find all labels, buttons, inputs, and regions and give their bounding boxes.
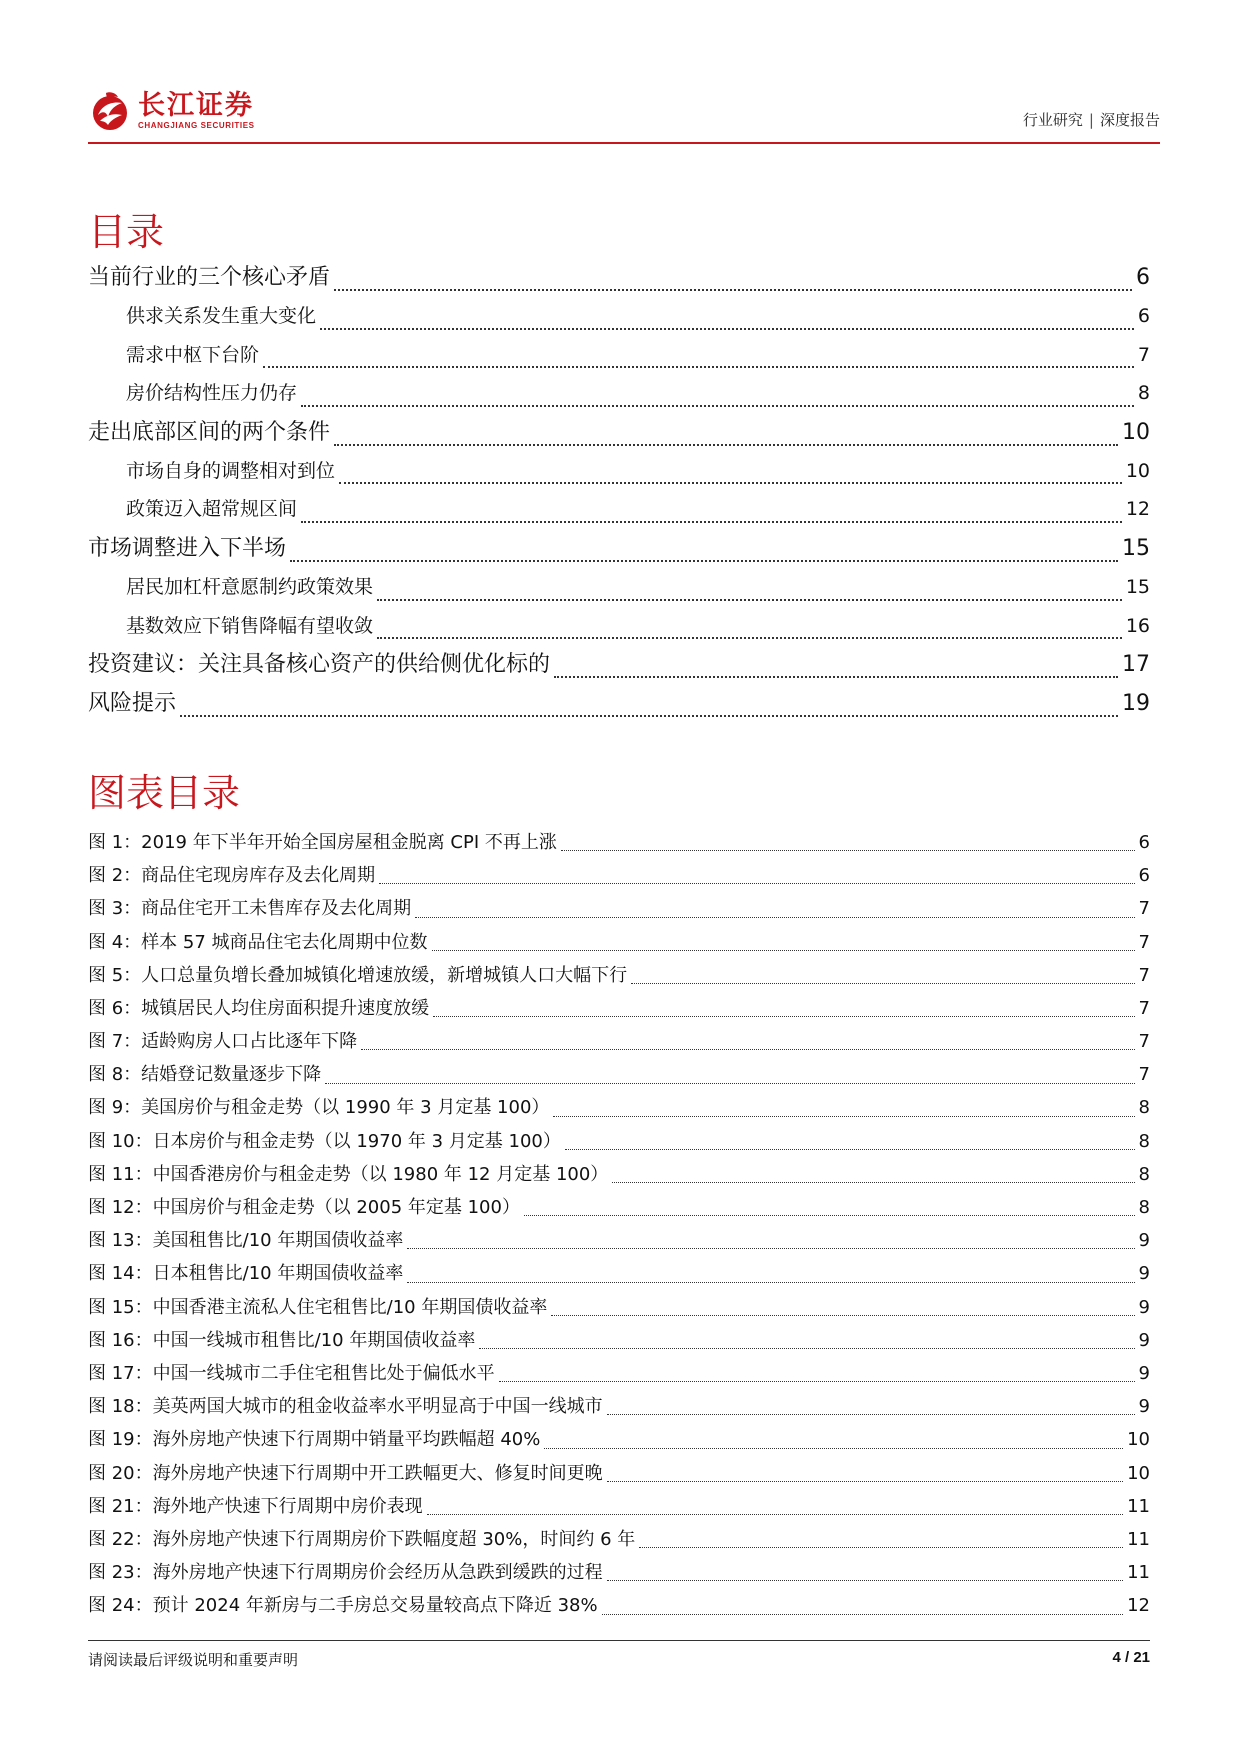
figure-entry-label: 图 13：美国租售比/10 年期国债收益率: [88, 1230, 404, 1252]
figure-entry-label: 图 10：日本房价与租金走势（以 1970 年 3 月定基 100）: [88, 1130, 561, 1152]
dot-leader: [607, 1481, 1123, 1482]
dot-leader: [433, 1016, 1134, 1017]
toc-entry-label: 房价结构性压力仍存: [126, 382, 298, 405]
toc-entry-label: 走出底部区间的两个条件: [88, 419, 331, 445]
figure-entry[interactable]: [88, 1058, 1150, 1091]
dot-leader: [607, 1414, 1135, 1415]
figure-entry-label: 图 24：预计 2024 年新房与二手房总交易量较高点下降近 38%: [88, 1595, 598, 1617]
toc-entry[interactable]: [88, 684, 1150, 723]
figure-entry[interactable]: [88, 1257, 1150, 1290]
page-footer: [88, 1640, 1150, 1670]
footer-disclaimer: 请阅读最后评级说明和重要声明: [88, 1651, 299, 1669]
company-logo: [88, 88, 255, 134]
dot-leader: [524, 1215, 1135, 1216]
figure-entry[interactable]: [88, 926, 1150, 959]
figure-entry-page: 6: [1138, 831, 1150, 853]
figure-entry[interactable]: [88, 1589, 1150, 1622]
figure-entry-page: 7: [1138, 964, 1150, 986]
toc-entry[interactable]: [88, 645, 1150, 684]
figure-entry[interactable]: [88, 826, 1150, 859]
dot-leader: [407, 1248, 1134, 1249]
figure-entry-label: 图 6：城镇居民人均住房面积提升速度放缓: [88, 997, 430, 1019]
figure-entry[interactable]: [88, 1291, 1150, 1324]
toc-entry[interactable]: [88, 374, 1150, 413]
figure-entry-label: 图 3：商品住宅开工未售库存及去化周期: [88, 898, 412, 920]
toc-entry-page: 15: [1125, 575, 1150, 598]
figure-entry[interactable]: [88, 892, 1150, 925]
toc-list: [88, 258, 1150, 723]
figure-entry-page: 8: [1138, 1130, 1150, 1152]
dot-leader: [631, 983, 1134, 984]
figure-entry-label: 图 14：日本租售比/10 年期国债收益率: [88, 1263, 404, 1285]
toc-entry-page: 15: [1122, 535, 1150, 561]
figure-entry[interactable]: [88, 1158, 1150, 1191]
dot-leader: [607, 1580, 1123, 1581]
dot-leader: [639, 1547, 1123, 1548]
figure-entry-page: 11: [1127, 1562, 1150, 1584]
figure-entry-page: 10: [1127, 1429, 1150, 1451]
figure-entry[interactable]: [88, 1125, 1150, 1158]
figure-entry[interactable]: [88, 1457, 1150, 1490]
toc-entry-label: 当前行业的三个核心矛盾: [88, 265, 331, 290]
figure-entry[interactable]: [88, 1025, 1150, 1058]
figure-entry-label: 图 4：样本 57 城商品住宅去化周期中位数: [88, 931, 428, 953]
figure-entry-page: 9: [1138, 1230, 1150, 1252]
figure-entry-page: 8: [1138, 1097, 1150, 1119]
dot-leader: [377, 599, 1122, 601]
toc-entry-label: 需求中枢下台阶: [126, 343, 260, 366]
toc-entry-label: 基数效应下销售降幅有望收敛: [126, 614, 374, 637]
dot-leader: [612, 1182, 1134, 1183]
figure-entry-label: 图 20：海外房地产快速下行周期中开工跌幅更大、修复时间更晚: [88, 1462, 603, 1484]
figure-entry-label: 图 17：中国一线城市二手住宅租售比处于偏低水平: [88, 1362, 495, 1384]
dot-leader: [180, 715, 1118, 717]
toc-entry[interactable]: [88, 413, 1150, 452]
dot-leader: [377, 637, 1122, 639]
figure-entry[interactable]: [88, 1523, 1150, 1556]
figures-title: 图表目录: [88, 771, 241, 815]
figure-entry-label: 图 23：海外房地产快速下行周期房价会经历从急跌到缓跌的过程: [88, 1562, 603, 1584]
dot-leader: [427, 1514, 1123, 1515]
figure-entry-page: 7: [1138, 931, 1150, 953]
figure-entry-label: 图 11：中国香港房价与租金走势（以 1980 年 12 月定基 100）: [88, 1163, 609, 1185]
figure-entry[interactable]: [88, 859, 1150, 892]
dot-leader: [565, 1149, 1135, 1150]
figure-entry-page: 9: [1138, 1296, 1150, 1318]
figure-entry[interactable]: [88, 959, 1150, 992]
toc-entry[interactable]: [88, 568, 1150, 607]
toc-entry-label: 居民加杠杆意愿制约政策效果: [126, 575, 374, 598]
figure-entry-page: 9: [1138, 1396, 1150, 1418]
dot-leader: [325, 1083, 1134, 1084]
category-label: 行业研究: [1022, 111, 1083, 129]
figure-entry-label: 图 19：海外房地产快速下行周期中销量平均跌幅超 40%: [88, 1429, 541, 1451]
figure-entry-page: 9: [1138, 1329, 1150, 1351]
toc-entry-label: 政策迈入超常规区间: [126, 498, 298, 521]
dot-leader: [554, 676, 1118, 678]
figure-entry-page: 11: [1127, 1495, 1150, 1517]
figure-entry-label: 图 12：中国房价与租金走势（以 2005 年定基 100）: [88, 1197, 520, 1219]
dot-leader: [407, 1282, 1134, 1283]
report-category: [1023, 110, 1160, 130]
dot-leader: [415, 917, 1134, 918]
figure-entry-page: 12: [1127, 1595, 1150, 1617]
toc-entry-page: 16: [1125, 614, 1150, 637]
figure-entry-label: 图 15：中国香港主流私人住宅租售比/10 年期国债收益率: [88, 1296, 548, 1318]
toc-entry-page: 8: [1137, 382, 1150, 405]
toc-title: 目录: [88, 210, 165, 254]
figure-entry-page: 9: [1138, 1263, 1150, 1285]
figure-entry-label: 图 18：美英两国大城市的租金收益率水平明显高于中国一线城市: [88, 1396, 603, 1418]
figure-entry-page: 7: [1138, 1031, 1150, 1053]
dot-leader: [301, 521, 1122, 523]
figure-entry-label: 图 9：美国房价与租金走势（以 1990 年 3 月定基 100）: [88, 1097, 550, 1119]
logo-chinese-name: 长江证券: [138, 90, 254, 121]
figure-entry-page: 9: [1138, 1362, 1150, 1384]
figure-entry[interactable]: [88, 1324, 1150, 1357]
dot-leader: [334, 289, 1132, 291]
logo-english-name: CHANGJIANG SECURITIES: [138, 121, 255, 130]
toc-entry[interactable]: [88, 607, 1150, 646]
toc-entry-label: 投资建议：关注具备核心资产的供给侧优化标的: [88, 652, 551, 678]
dot-leader: [544, 1448, 1123, 1449]
dot-leader: [301, 405, 1134, 407]
dot-leader: [379, 883, 1134, 884]
toc-entry-page: 6: [1137, 305, 1150, 327]
toc-entry-page: 10: [1125, 459, 1150, 482]
toc-entry[interactable]: [88, 529, 1150, 568]
dot-leader: [361, 1049, 1134, 1050]
figure-entry[interactable]: [88, 1191, 1150, 1224]
figure-entry[interactable]: [88, 1092, 1150, 1125]
toc-entry[interactable]: [88, 258, 1150, 297]
dot-leader: [553, 1116, 1134, 1117]
figure-entry-page: 8: [1138, 1163, 1150, 1185]
figure-entry[interactable]: [88, 1490, 1150, 1523]
toc-entry-page: 12: [1125, 498, 1150, 521]
toc-entry-label: 风险提示: [88, 691, 177, 717]
figure-entry[interactable]: [88, 1224, 1150, 1257]
figure-entry[interactable]: [88, 992, 1150, 1025]
dot-leader: [290, 560, 1118, 562]
page-number: 4 / 21: [1112, 1649, 1150, 1666]
figure-entry-label: 图 8：结婚登记数量逐步下降: [88, 1064, 322, 1086]
toc-entry-label: 市场调整进入下半场: [88, 535, 287, 561]
dot-leader: [479, 1348, 1134, 1349]
toc-entry-label: 供求关系发生重大变化: [126, 305, 317, 327]
dot-leader: [551, 1315, 1134, 1316]
toc-entry-page: 17: [1122, 652, 1150, 678]
toc-entry-label: 市场自身的调整相对到位: [126, 459, 336, 482]
figure-entry-page: 8: [1138, 1197, 1150, 1219]
figure-entry[interactable]: [88, 1423, 1150, 1456]
dot-leader: [499, 1381, 1135, 1382]
figure-entry-page: 7: [1138, 997, 1150, 1019]
figure-entry[interactable]: [88, 1357, 1150, 1390]
toc-entry[interactable]: [88, 336, 1150, 375]
dot-leader: [320, 328, 1134, 330]
dot-leader: [263, 366, 1134, 368]
figure-entry-label: 图 7：适龄购房人口占比逐年下降: [88, 1031, 358, 1053]
dot-leader: [334, 444, 1118, 446]
dot-leader: [432, 950, 1135, 951]
toc-entry-page: 19: [1122, 691, 1150, 717]
figure-entry-page: 6: [1138, 865, 1150, 887]
page-header: [88, 80, 1160, 144]
subcategory-label: 深度报告: [1099, 111, 1160, 129]
figure-entry-label: 图 5：人口总量负增长叠加城镇化增速放缓，新增城镇人口大幅下行: [88, 964, 628, 986]
changjiang-logo-icon: [88, 89, 132, 133]
dot-leader: [602, 1614, 1123, 1615]
toc-entry[interactable]: [88, 452, 1150, 491]
figure-entry[interactable]: [88, 1390, 1150, 1423]
figure-entry-label: 图 2：商品住宅现房库存及去化周期: [88, 865, 376, 887]
toc-entry-page: 10: [1122, 419, 1150, 445]
dot-leader: [561, 850, 1135, 851]
figure-entry-label: 图 1：2019 年下半年开始全国房屋租金脱离 CPI 不再上涨: [88, 831, 557, 853]
toc-entry-page: 6: [1136, 265, 1150, 290]
toc-entry-page: 7: [1137, 343, 1150, 366]
figure-entry-label: 图 22：海外房地产快速下行周期房价下跌幅度超 30%，时间约 6 年: [88, 1528, 636, 1550]
toc-entry[interactable]: [88, 490, 1150, 529]
figure-entry-page: 11: [1127, 1528, 1150, 1550]
figure-entry[interactable]: [88, 1556, 1150, 1589]
figure-entry-label: 图 16：中国一线城市租售比/10 年期国债收益率: [88, 1329, 476, 1351]
figure-entry-label: 图 21：海外地产快速下行周期中房价表现: [88, 1495, 423, 1517]
figure-entry-page: 7: [1138, 1064, 1150, 1086]
category-separator: |: [1088, 111, 1094, 129]
figures-list: [88, 826, 1150, 1623]
figure-entry-page: 7: [1138, 898, 1150, 920]
dot-leader: [339, 482, 1122, 484]
figure-entry-page: 10: [1127, 1462, 1150, 1484]
toc-entry[interactable]: [88, 297, 1150, 336]
